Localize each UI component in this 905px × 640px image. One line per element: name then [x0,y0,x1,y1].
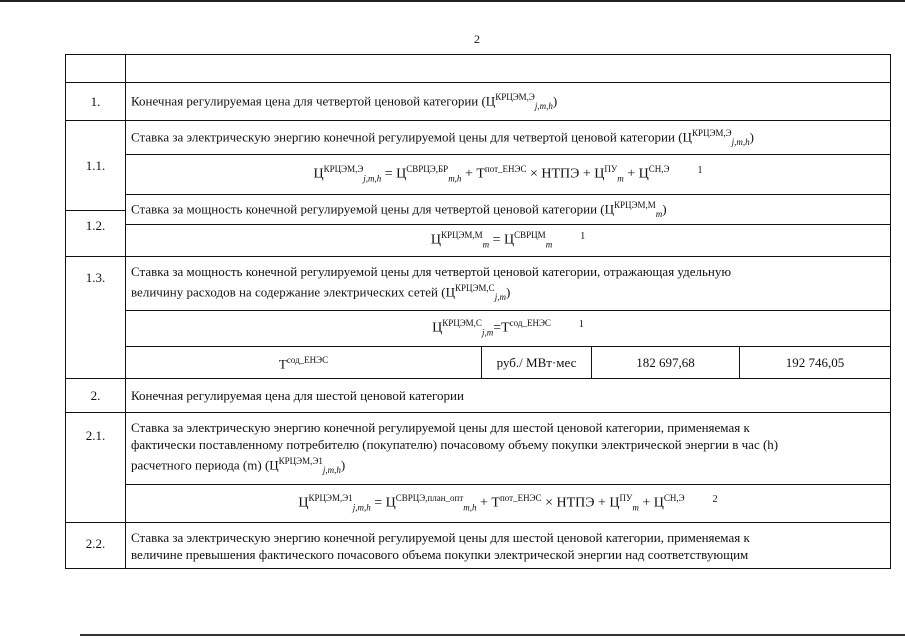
header-text-cell [126,55,891,83]
row-1-3-sup: КРЦЭМ,С [454,283,495,293]
row-1-2-text: Ставка за мощность конечной регулируемой цены для четвертой ценовой категории (Ц [131,200,614,216]
row-2-1-text-line1: Ставка за электрическую энергию конечной регулируемой цены для шестой ценовой категории, применяемая к [131,420,750,435]
formula-ntpe: × НТПЭ + Ц [529,166,605,182]
row-2-title [126,379,891,413]
row-2-1-number [66,413,126,523]
row-1-1-text: Ставка за электрическую энергию конечной регулируемой цены для четвертой ценовой категории (Ц [131,128,692,144]
row-2-1-sup: КРЦЭМ,Э1 [278,456,323,466]
tsod-value-2: 192 746,05 [785,355,845,370]
row-2-1-text-line3: расчетного периода (m) (Ц [131,457,279,473]
row-1-2-sub: m [655,208,663,219]
formula-sup: СН,Э [648,164,670,175]
formula-sup: КРЦЭМ,М [440,230,483,241]
row-1-sup: КРЦЭМ,Э [495,91,535,102]
formula-ntpe: × НТПЭ + Ц [545,495,620,511]
formula-1-2: $Ц^{КРЦЭМ,М}_m = Ц^{СВРЦМ}_m^1$ [126,225,891,257]
row-2-2-text-line2: величине превышения фактического почасового объема покупки электрической энергии над соответствующим [131,547,749,562]
footnote-mark: 2 [712,493,718,505]
tariff-table [65,54,891,569]
row-2-1-sub: j,m,h [322,464,341,475]
tsod-value1-cell [592,347,740,379]
formula-sup: ПУ [619,493,633,504]
formula-sup: СВРЦЭ,БР [406,164,449,175]
row-1-3-text-line1: Ставка за мощность конечной регулируемой цены для четвертой ценовой категории, отражающая удельную [131,264,732,279]
row-2-text: Конечная регулируемая цена для шестой ценовой категории [131,388,464,403]
row-1-2-sup: КРЦЭМ,М [614,199,656,210]
row-2-2-text-line1: Ставка за электрическую энергию конечной регулируемой цены для шестой ценовой категории, применяемая к [131,530,750,545]
row-1-1-sup: КРЦЭМ,Э [691,127,732,138]
formula-sup: пот_ЕНЭС [499,493,542,504]
row-number-label: 2.1. [85,428,106,443]
formula-sup: ПУ [604,164,618,175]
footnote-mark: 1 [697,164,703,176]
tsod-label: сод_ЕНЭС [286,355,329,366]
row-2-1-text-line2: фактически поставленному потребителю (покупателю) почасовому объему покупки электрической энергии в час (h) [131,437,779,452]
tsod-label-cell: $Т^{сод\_ЕНЭС}$ [126,347,482,379]
row-number-label: 1. [90,94,101,109]
formula-sup: КРЦЭМ,Э1 [308,493,353,504]
formula-sub: m [482,239,490,250]
formula-sup: КРЦЭМ,С [442,318,482,329]
formula-sup: СВРЦЭ,план_опт [395,493,464,504]
row-1-1-sub: j,m,h [731,136,750,147]
row-2-1-title: Ставка за электрическую энергию конечной регулируемой цены для шестой ценовой категории, применяемая к фактически поставленному потребителю (покупателю) почасовому объему покупки электрической энергии в час (h) расчетного периода (m) $(Ц^{КРЦЭМ,Э1}_{j,m,h})$ [126,413,891,485]
formula-sub: j,m,h [363,173,382,184]
formula-sup: пот_ЕНЭС [484,164,527,175]
page-bottom-edge [80,634,905,636]
row-number-label: 1.1. [85,158,106,173]
formula-sup: СН,Э [663,493,685,504]
formula-1-3: $Ц^{КРЦЭМ,С}_{j,m}=Т^{сод\_ЕНЭС}$ $^1$ [126,311,891,347]
row-2-2-number [66,523,126,569]
formula-sub: m,h [448,173,462,184]
row-1-sub: j,m,h [534,100,553,111]
formula-sup: КРЦЭМ,Э [323,164,364,175]
formula-2-1: $Ц^{КРЦЭМ,Э1}_{j,m,h} = Ц^{СВРЦЭ,план\_опт}_{m,h} + Т^{пот\_ЕНЭС}$ × НТПЭ + $Ц^{ПУ}_m + Ц^{СН,Э}$ $^2$ [126,485,891,523]
formula-sub: m,h [463,502,477,513]
footnote-mark: 1 [580,230,586,242]
header-num-cell [66,55,126,83]
row-1-text: Конечная регулируемая цена для четвертой ценовой категории (Ц [131,92,496,108]
row-1-3-sub: j,m [494,291,506,302]
formula-sub: m [545,239,553,250]
formula-sub: j,m [481,327,494,338]
tsod-value-1: 182 697,68 [636,355,695,370]
page-number: 2 [474,32,480,46]
tsod-value2-cell [740,347,891,379]
row-number-label: 2.2. [85,536,106,551]
row-1-3-number [66,257,126,379]
formula-sub: m [632,502,639,513]
row-1-title: Конечная регулируемая цена для четвертой ценовой категории $(Ц^{КРЦЭМ,Э}_{j,m,h})$ [126,83,891,121]
formula-sup: сод_ЕНЭС [509,318,551,329]
formula-sup: СВРЦМ [514,230,546,241]
footnote-mark: 1 [578,318,584,330]
row-2-number [66,379,126,413]
row-1-1-title: Ставка за электрическую энергию конечной регулируемой цены для четвертой ценовой категории $(Ц^{КРЦЭМ,Э}_{j,m,h})$ [126,121,891,155]
tsod-unit-cell [482,347,592,379]
row-1-2-number [66,195,126,257]
formula-sub: m [617,173,624,184]
row-1-3-text-line2: величину расходов на содержание электрических сетей (Ц [131,284,455,300]
row-number-label: 1.2. [85,218,106,233]
row-1-2-title: Ставка за мощность конечной регулируемой цены для четвертой ценовой категории $(Ц^{КРЦЭМ,М}_m)$ [126,195,891,225]
row-number-label: 1.3. [85,270,106,285]
tsod-unit: руб./ МВт·мес [496,355,577,370]
row-2-2-title [126,523,891,569]
formula-sub: j,m,h [352,502,371,513]
formula-1-1: $Ц^{КРЦЭМ,Э}_{j,m,h} = Ц^{СВРЦЭ,БР}_{m,h} + Т^{пот\_ЕНЭС}$ × НТПЭ + $Ц^{ПУ}_m + Ц^{СН,Э}$ $^1$ [126,155,891,195]
row-1-3-title: Ставка за мощность конечной регулируемой цены для четвертой ценовой категории, отражающая удельную величину расходов на содержание электрических сетей $(Ц^{КРЦЭМ,С}_{j,m})$ [126,257,891,311]
page-top-edge [0,0,905,2]
row-1-number [66,83,126,121]
row-number-label: 2. [90,388,101,403]
